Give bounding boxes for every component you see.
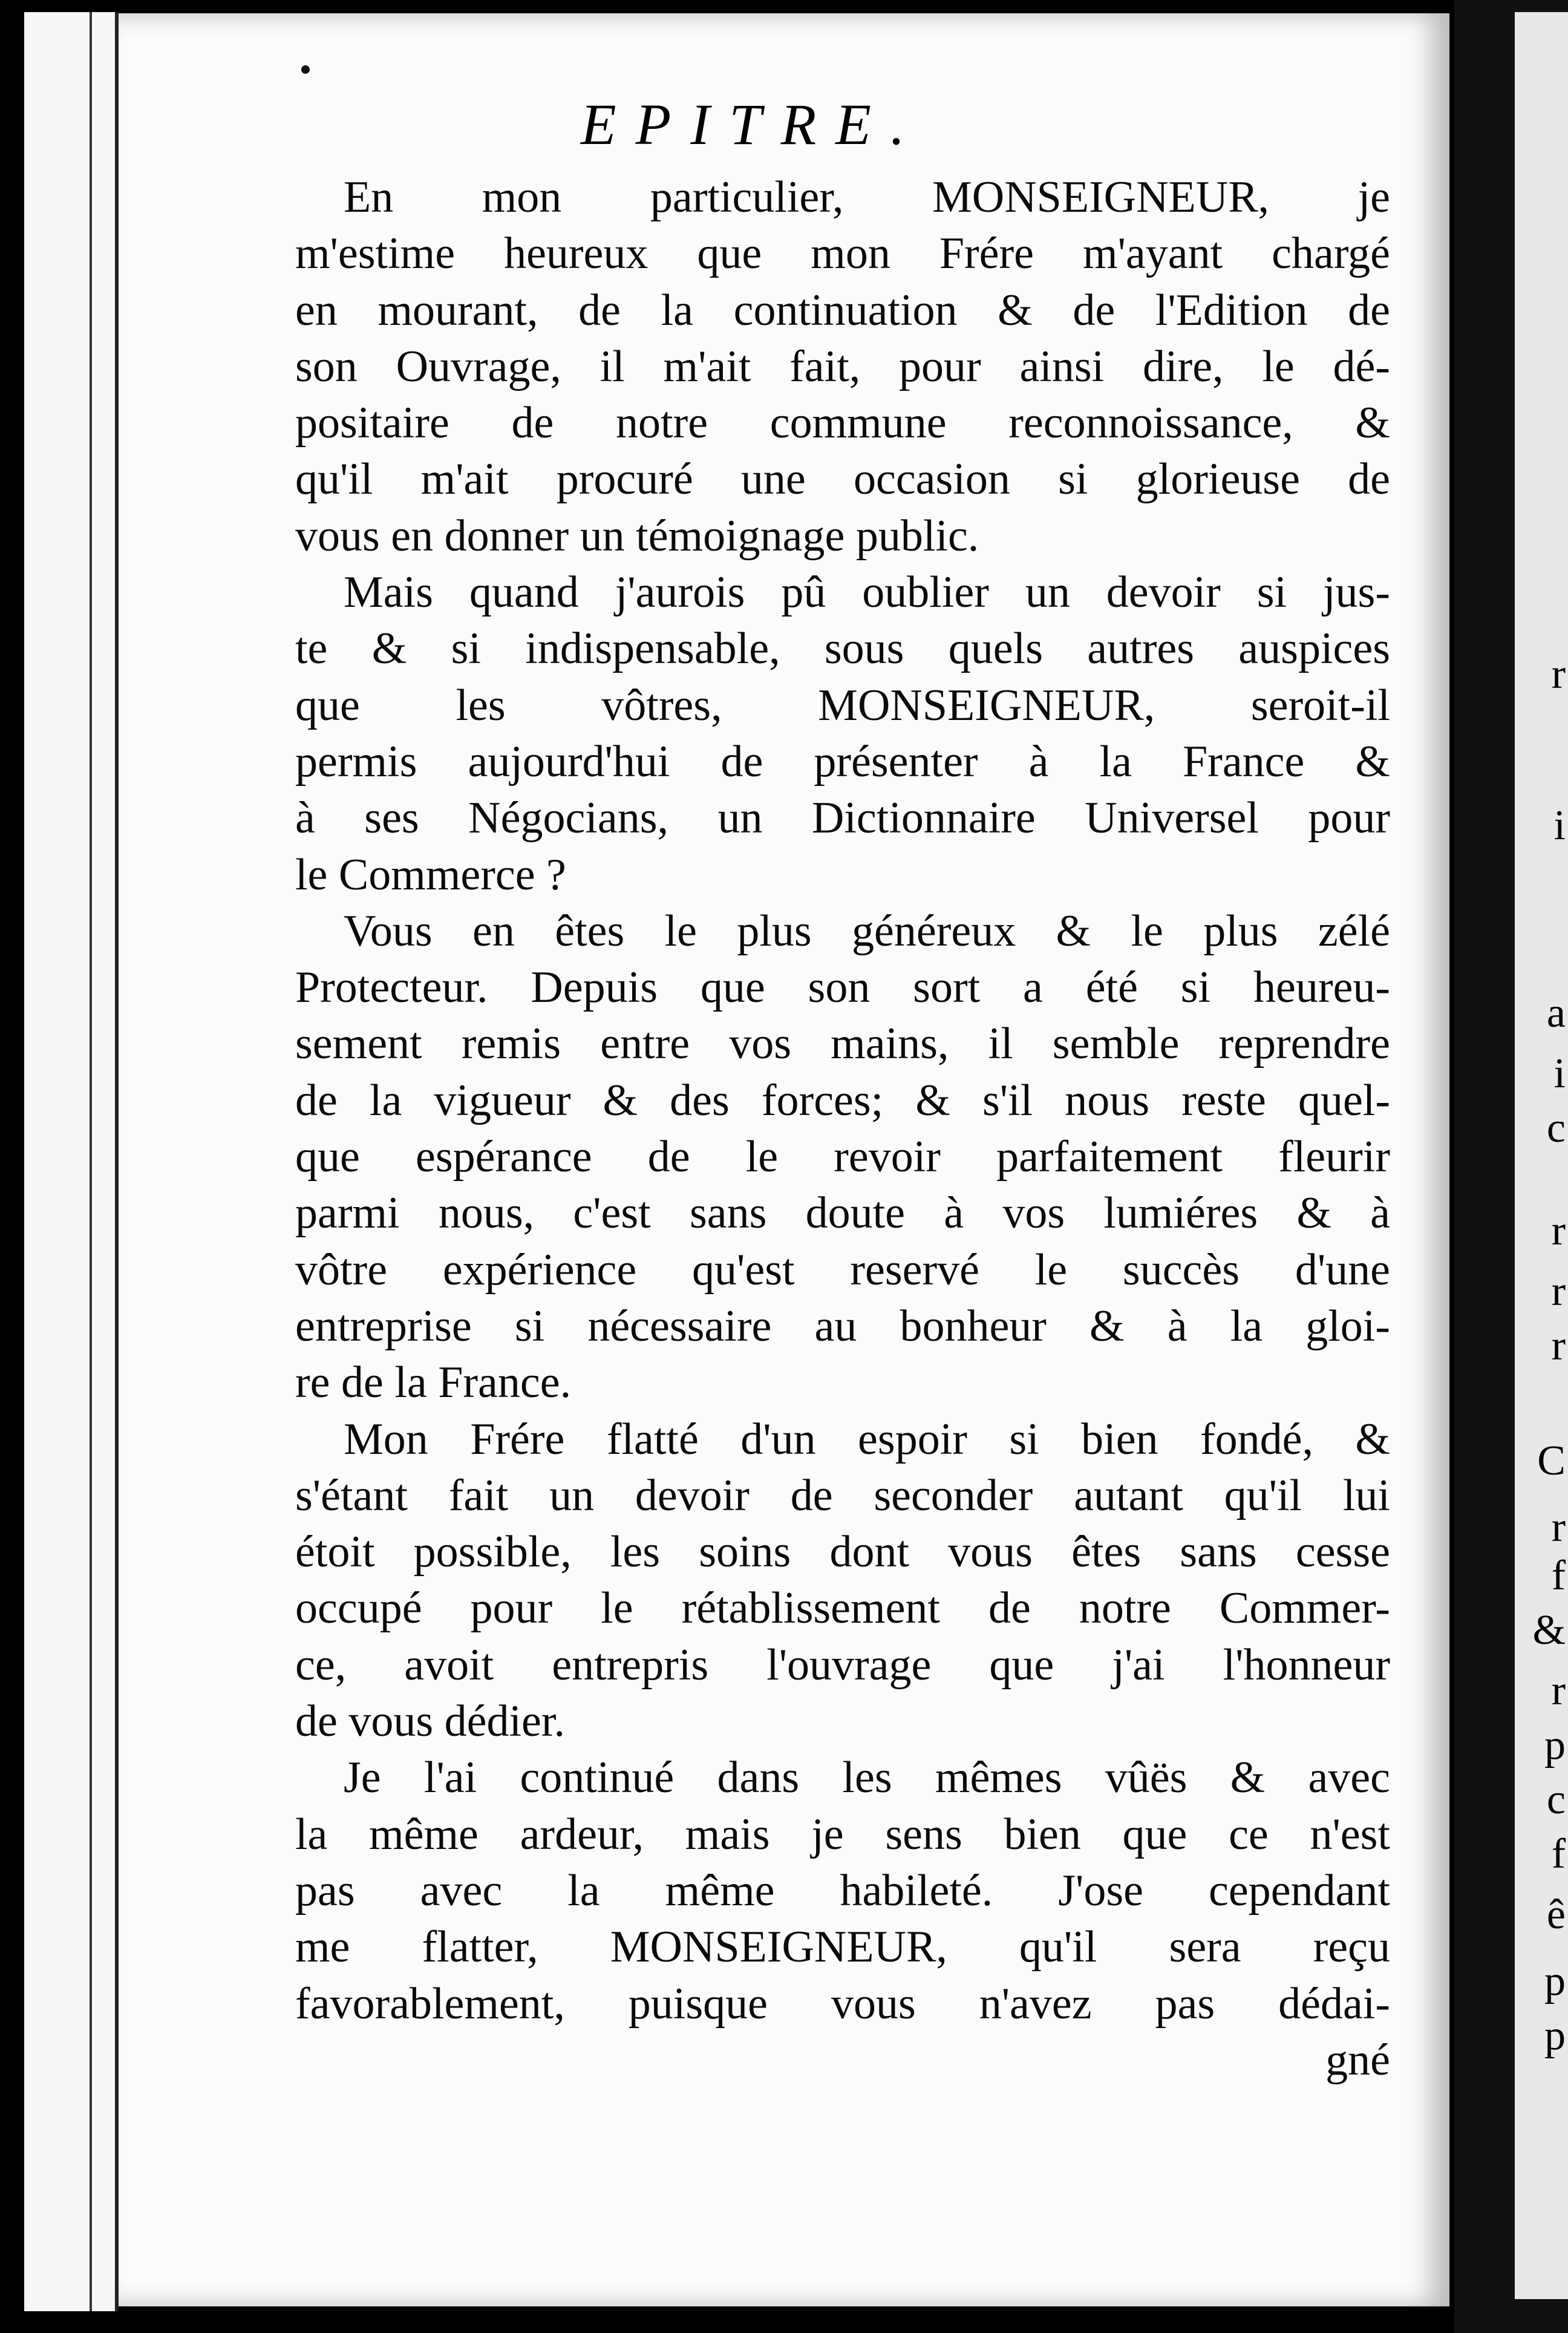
text-line: pas avec la même habileté. J'ose cependant — [295, 1865, 1390, 1916]
gutter-rule — [90, 12, 92, 2311]
facing-page-paper — [1515, 12, 1568, 2299]
text-line: permis aujourd'hui de présenter à la France & — [295, 736, 1390, 787]
text-line: Mais quand j'aurois pû oublier un devoir si jus- — [344, 568, 1390, 618]
facing-glyph: f — [1551, 1553, 1566, 1599]
text-line: vous en donner un témoignage public. — [295, 511, 979, 561]
text-line: Vous en êtes le plus généreux & le plus zélé — [344, 906, 1390, 956]
text-line: ce, avoit entrepris l'ouvrage que j'ai l'honneur — [295, 1640, 1390, 1690]
left-page-edge — [24, 12, 119, 2311]
text-line: re de la France. — [295, 1358, 572, 1408]
text-line: parmi nous, c'est sans doute à vos lumiéres & à — [295, 1188, 1390, 1238]
text-line: Mon Frére flatté d'un espoir si bien fondé, & — [344, 1414, 1390, 1464]
facing-glyph: r — [1551, 1323, 1566, 1369]
text-line: entreprise si nécessaire au bonheur & à la gloi- — [295, 1301, 1390, 1351]
text-line: que espérance de le revoir parfaitement fleurir — [295, 1132, 1390, 1182]
text-line: occupé pour le rétablissement de notre Commer- — [295, 1583, 1390, 1634]
text-line: son Ouvrage, il m'ait fait, pour ainsi dire, le dé- — [295, 341, 1390, 391]
text-line: de la vigueur & des forces; & s'il nous reste quel- — [295, 1075, 1390, 1125]
facing-glyph: r — [1551, 1268, 1566, 1315]
facing-glyph: & — [1532, 1607, 1566, 1654]
paragraph — [295, 903, 1390, 1412]
text-line: vôtre expérience qu'est reservé le succès d'une — [295, 1245, 1390, 1295]
text-line: me flatter, MONSEIGNEUR, qu'il sera reçu — [295, 1922, 1390, 1972]
facing-page-edge — [1454, 0, 1568, 2333]
text-block — [295, 169, 1390, 2089]
text-line: Je l'ai continué dans les mêmes vûës & avec — [344, 1753, 1390, 1803]
text-line: étoit possible, les soins dont vous êtes sans cesse — [295, 1527, 1390, 1577]
paragraph — [295, 169, 1390, 564]
text-line: favorablement, puisque vous n'avez pas dédai- — [295, 1978, 1390, 2029]
catchword-line — [295, 2032, 1390, 2089]
facing-glyph: p — [1544, 1958, 1566, 2004]
text-line: m'estime heureux que mon Frére m'ayant chargé — [295, 229, 1390, 279]
text-line: à ses Négocians, un Dictionnaire Universel pour — [295, 793, 1390, 843]
facing-glyph: C — [1537, 1438, 1566, 1484]
text-line: positaire de notre commune reconnoissance, & — [295, 398, 1390, 448]
facing-glyph: r — [1551, 651, 1566, 698]
facing-glyph: c — [1546, 1105, 1566, 1151]
facing-glyph: i — [1553, 1050, 1566, 1097]
paragraph — [295, 564, 1390, 903]
text-line: de vous dédier. — [295, 1697, 565, 1747]
running-head: EPITRE. — [581, 92, 924, 157]
text-line: que les vôtres, MONSEIGNEUR, seroit-il — [295, 680, 1390, 730]
facing-glyph: ê — [1546, 1891, 1566, 1938]
paragraph-list — [295, 169, 1390, 2032]
text-line: le Commerce ? — [295, 849, 566, 900]
ink-dot — [301, 65, 310, 74]
text-line: qu'il m'ait procuré une occasion si glorieuse de — [295, 454, 1390, 505]
text-line: sement remis entre vos mains, il semble reprendre — [295, 1019, 1390, 1069]
facing-glyph: p — [1544, 2012, 1566, 2059]
text-line: En mon particulier, MONSEIGNEUR, je — [344, 172, 1390, 222]
paragraph — [295, 1750, 1390, 2032]
facing-glyph: p — [1544, 1722, 1566, 1769]
text-line: Protecteur. Depuis que son sort a été si heureu- — [295, 963, 1390, 1013]
catchword: gné — [1325, 2035, 1390, 2085]
text-line: te & si indispensable, sous quels autres auspices — [295, 624, 1390, 674]
facing-glyph: r — [1551, 1504, 1566, 1551]
facing-glyph: r — [1551, 1208, 1566, 1254]
text-line: s'étant fait un devoir de seconder autant qu'il lui — [295, 1470, 1390, 1520]
facing-glyph: r — [1551, 1667, 1566, 1714]
text-line: en mourant, de la continuation & de l'Edition de — [295, 285, 1390, 335]
text-line: la même ardeur, mais je sens bien que ce n'est — [295, 1809, 1390, 1859]
paragraph — [295, 1412, 1390, 1750]
facing-glyph: a — [1546, 990, 1566, 1036]
facing-glyph: f — [1551, 1831, 1566, 1877]
facing-glyph: i — [1553, 802, 1566, 849]
facing-glyph: c — [1546, 1776, 1566, 1823]
